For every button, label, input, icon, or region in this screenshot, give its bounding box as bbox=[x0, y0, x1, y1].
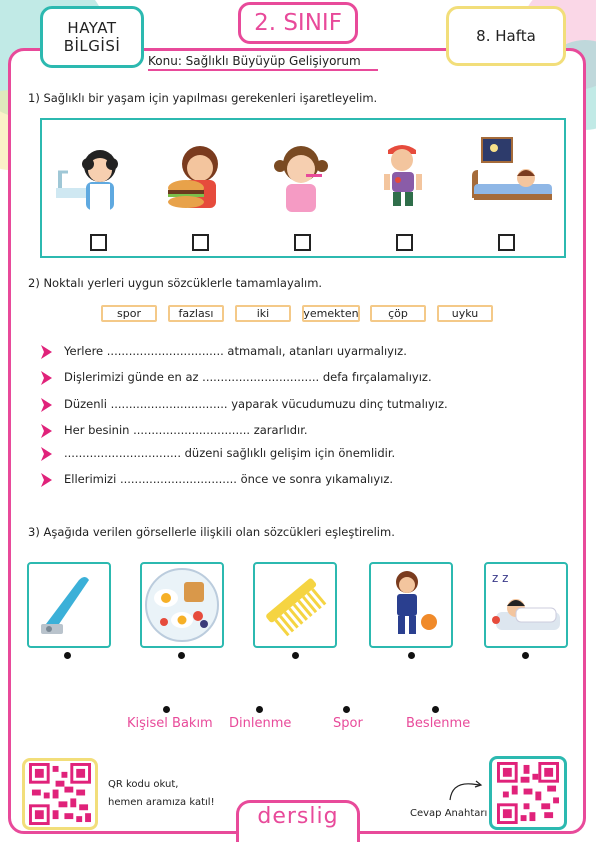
grade-badge bbox=[238, 2, 358, 44]
label-personal-care: Kişisel Bakım bbox=[127, 716, 213, 731]
match-dot-label[interactable] bbox=[432, 706, 439, 713]
match-dot-picture[interactable] bbox=[64, 652, 71, 659]
checkbox-injured-child[interactable] bbox=[396, 234, 413, 251]
basketball-picture bbox=[369, 562, 453, 648]
match-dot-picture[interactable] bbox=[408, 652, 415, 659]
subject-line2: BİLGİSİ bbox=[63, 37, 121, 55]
question-3: 3) Aşağıda verilen görsellerle ilişkili olan sözcükleri eşleştirelim. bbox=[28, 525, 395, 539]
qr-text-line2: hemen aramıza katıl! bbox=[108, 797, 215, 808]
breakfast-plate-icon bbox=[142, 564, 222, 646]
match-dot-picture[interactable] bbox=[522, 652, 529, 659]
sleeping-picture bbox=[484, 562, 568, 648]
topic-title: Konu: Sağlıklı Büyüyüp Gelişiyorum bbox=[148, 54, 378, 71]
week-badge bbox=[446, 6, 566, 66]
chevron-right-icon bbox=[40, 423, 53, 439]
checkbox-handwashing[interactable] bbox=[90, 234, 107, 251]
qr-code-icon[interactable] bbox=[497, 762, 559, 824]
fill-sentence: Yerlere ................................ atmamalı, atanları uyarmalıyız. bbox=[64, 344, 407, 358]
basketball-child-icon bbox=[371, 564, 451, 646]
question-1: 1) Sağlıklı bir yaşam için yapılması gerekenleri işaretleyelim. bbox=[28, 91, 378, 105]
label-nutrition: Beslenme bbox=[406, 716, 471, 731]
word-box[interactable]: yemekten bbox=[303, 307, 359, 320]
fast-food-icon bbox=[156, 136, 234, 214]
answer-key-label: Cevap Anahtarı bbox=[410, 808, 488, 819]
sleeping-child-icon bbox=[468, 136, 554, 214]
checkbox-sleeping[interactable] bbox=[498, 234, 515, 251]
svg-text:z z: z z bbox=[492, 571, 509, 585]
word-box[interactable]: uyku bbox=[437, 305, 493, 322]
word-box[interactable]: iki bbox=[235, 305, 291, 322]
word-box[interactable]: spor bbox=[101, 305, 157, 322]
match-dot-label[interactable] bbox=[343, 706, 350, 713]
checkbox-tooth-brushing[interactable] bbox=[294, 234, 311, 251]
fill-sentence: Her besinin ................................ zararlıdır. bbox=[64, 423, 308, 437]
week-label: 8. Hafta bbox=[476, 27, 536, 45]
subject-line1: HAYAT bbox=[67, 19, 117, 37]
qr-text-line1: QR kodu okut, bbox=[108, 779, 179, 790]
chevron-right-icon bbox=[40, 397, 53, 413]
label-sport: Spor bbox=[333, 716, 363, 731]
chevron-right-icon bbox=[40, 446, 53, 462]
comb-icon bbox=[255, 564, 335, 646]
chevron-right-icon bbox=[40, 344, 53, 360]
q1-image-box bbox=[40, 118, 566, 258]
chevron-right-icon bbox=[40, 370, 53, 386]
subject-badge bbox=[40, 6, 144, 68]
match-dot-picture[interactable] bbox=[292, 652, 299, 659]
curved-arrow-icon bbox=[446, 776, 486, 804]
breakfast-picture bbox=[140, 562, 224, 648]
brand-logo[interactable]: derslig bbox=[257, 804, 339, 829]
comb-picture bbox=[253, 562, 337, 648]
word-box[interactable]: fazlası bbox=[168, 305, 224, 322]
match-dot-label[interactable] bbox=[256, 706, 263, 713]
grade-label: 2. SINIF bbox=[254, 10, 342, 36]
fill-sentence: Ellerimizi ................................ önce ve sonra yıkamalıyız. bbox=[64, 472, 394, 486]
label-rest: Dinlenme bbox=[229, 716, 292, 731]
match-dot-picture[interactable] bbox=[178, 652, 185, 659]
chevron-right-icon bbox=[40, 472, 53, 488]
match-dot-label[interactable] bbox=[163, 706, 170, 713]
qr-code-icon[interactable] bbox=[29, 763, 91, 825]
checkbox-fast-food[interactable] bbox=[192, 234, 209, 251]
question-2: 2) Noktalı yerleri uygun sözcüklerle tamamlayalım. bbox=[28, 276, 323, 290]
nail-clipper-picture bbox=[27, 562, 111, 648]
word-box[interactable]: çöp bbox=[370, 305, 426, 322]
tooth-brushing-icon bbox=[262, 136, 340, 214]
injured-child-icon bbox=[364, 136, 442, 214]
fill-sentence: Dişlerimizi günde en az ................................ defa fırçalamalıyız. bbox=[64, 370, 432, 384]
sleeping-child-icon bbox=[486, 564, 566, 646]
fill-sentence: Düzenli ................................ yaparak vücudumuzu dinç tutmalıyız. bbox=[64, 397, 448, 411]
nail-clipper-icon bbox=[29, 564, 109, 646]
fill-sentence: ................................ düzeni sağlıklı gelişim için önemlidir. bbox=[64, 446, 396, 460]
handwashing-icon bbox=[52, 136, 130, 214]
